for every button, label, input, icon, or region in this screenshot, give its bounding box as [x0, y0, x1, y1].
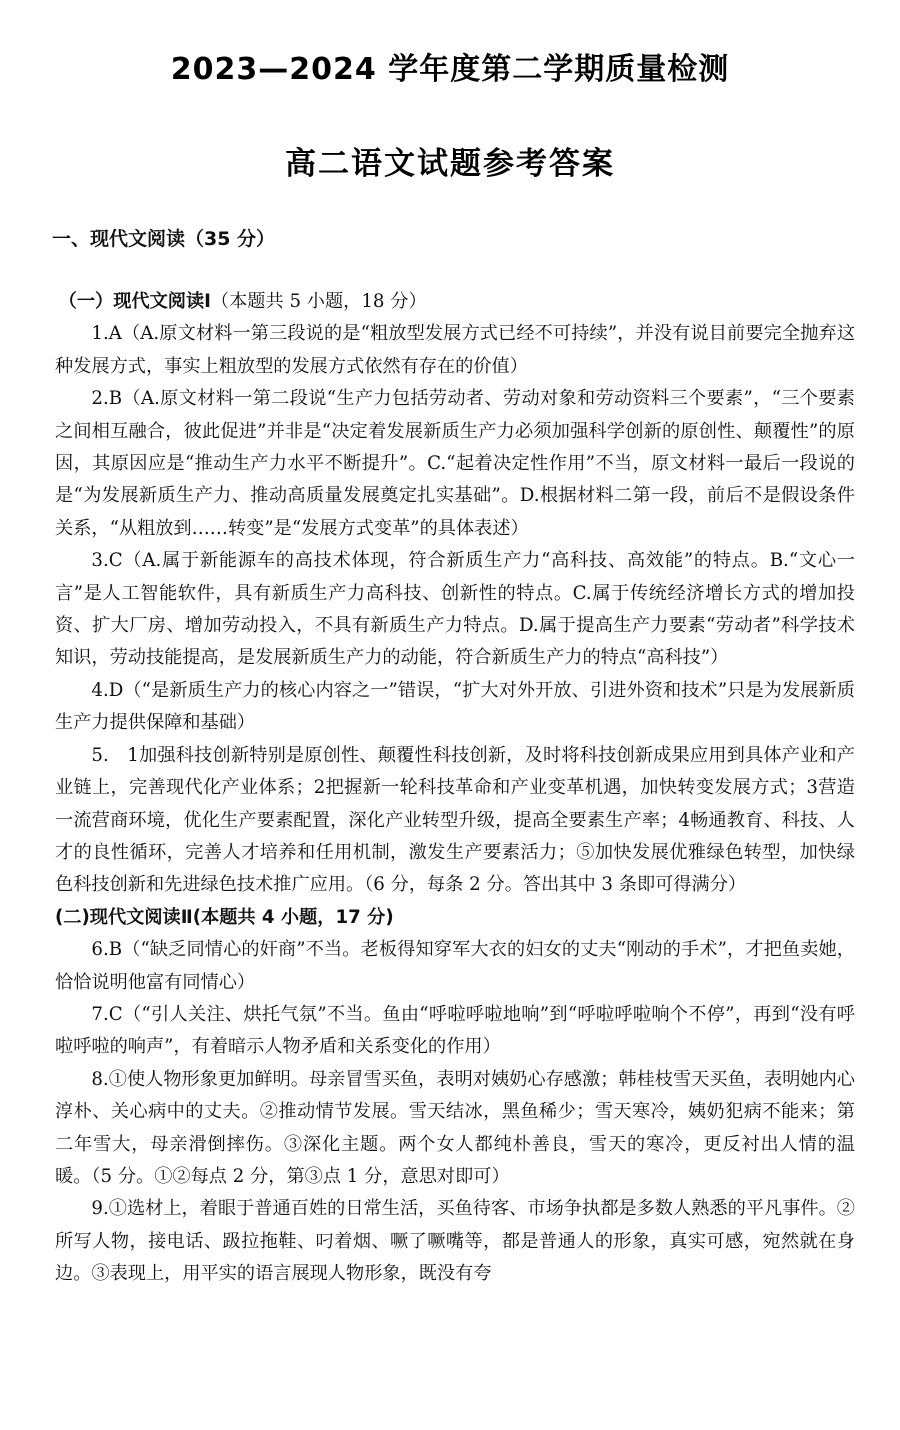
answer-q3: 3.C（A.属于新能源车的高技术体现，符合新质生产力“高科技、高效能”的特点。B.“文心一言”是人工智能软件，具有新质生产力高科技、创新性的特点。C.属于传统经济增长方式的增加投资、扩大厂房、增加劳动投入，不具有新质生产力特点。D.属于提高生产力要素“劳动者”科学技术知识，劳动技能提高，是发展新质生产力的动能，符合新质生产力的特点“高科技”） — [55, 550, 855, 669]
part1-heading-title: （一）现代文阅读Ⅰ — [58, 291, 211, 312]
section-heading-1: 一、现代文阅读（35 分） — [52, 228, 276, 250]
answer-q4: 4.D（“是新质生产力的核心内容之一”错误，“扩大对外开放、引进外资和技术”只是为发展新质生产力提供保障和基础） — [55, 679, 855, 734]
answer-q5: 5. 1加强科技创新特别是原创性、颠覆性科技创新，及时将科技创新成果应用到具体产业和产业链上，完善现代化产业体系；2把握新一轮科技革命和产业变革机遇，加快转变发展方式；3营造一流营商环境，优化生产要素配置，深化产业转型升级，提高全要素生产率；4畅通教育、科技、人才的良性循环，完善人才培养和任用机制，激发生产要素活力；⑤加快发展优雅绿色转型，加快绿色科技创新和先进绿色技术推广应用。（6 分，每条 2 分。答出其中 3 条即可得满分） — [55, 744, 855, 896]
answer-body — [55, 286, 855, 1291]
answer-q2: 2.B（A.原文材料一第二段说“生产力包括劳动者、劳动对象和劳动资料三个要素”，“三个要素之间相互融合，彼此促进”并非是“决定着发展新质生产力必须加强科学创新的原创性、颠覆性”的原因，其原因应是“推动生产力水平不断提升”。C.“起着决定性作用”不当，原文材料一最后一段说的是“为发展新质生产力、推动高质量发展奠定扎实基础”。D.根据材料二第一段，前后不是假设条件关系，“从粗放到……转变”是“发展方式变革”的具体表述） — [55, 388, 855, 539]
answer-q6: 6.B（“缺乏同情心的奸商”不当。老板得知穿军大衣的妇女的丈夫“刚动的手术”，才把鱼卖她，恰恰说明他富有同情心） — [55, 939, 855, 993]
document-title: 2023—2024 学年度第二学期质量检测 — [170, 52, 730, 87]
part2-heading: (二)现代文阅读Ⅱ(本题共 4 小题，17 分) — [55, 906, 394, 928]
answer-q8: 8.①使人物形象更加鲜明。母亲冒雪买鱼，表明对姨奶心存感激；韩桂枝雪天买鱼，表明她内心淳朴、关心病中的丈夫。②推动情节发展。雪天结冰，黑鱼稀少；雪天寒冷，姨奶犯病不能来；第二年雪大，母亲滑倒摔伤。③深化主题。两个女人都纯朴善良，雪天的寒冷，更反衬出人情的温暖。（5 分。①②每点 2 分，第③点 1 分，意思对即可） — [55, 1068, 855, 1187]
answer-q9: 9.①选材上，着眼于普通百姓的日常生活，买鱼待客、市场争执都是多数人熟悉的平凡事件。②所写人物，接电话、趿拉拖鞋、叼着烟、噘了噘嘴等，都是普通人的形象，真实可感，宛然就在身边。③表现上，用平实的语言展现人物形象，既没有夸 — [55, 1198, 855, 1285]
part1-heading-note: （本题共 5 小题，18 分） — [210, 291, 427, 312]
answer-q7: 7.C（“引人关注、烘托气氛”不当。鱼由“呼啦呼啦地响”到“呼啦呼啦响个不停”，再到“没有呼啦呼啦的响声”，有着暗示人物矛盾和关系变化的作用） — [55, 1003, 855, 1058]
answer-q1: 1.A（A.原文材料一第三段说的是“粗放型发展方式已经不可持续”，并没有说目前要完全抛弃这种发展方式，事实上粗放型的发展方式依然有存在的价值） — [55, 323, 855, 377]
document-subtitle: 高二语文试题参考答案 — [285, 146, 615, 182]
part1-heading — [55, 286, 855, 318]
